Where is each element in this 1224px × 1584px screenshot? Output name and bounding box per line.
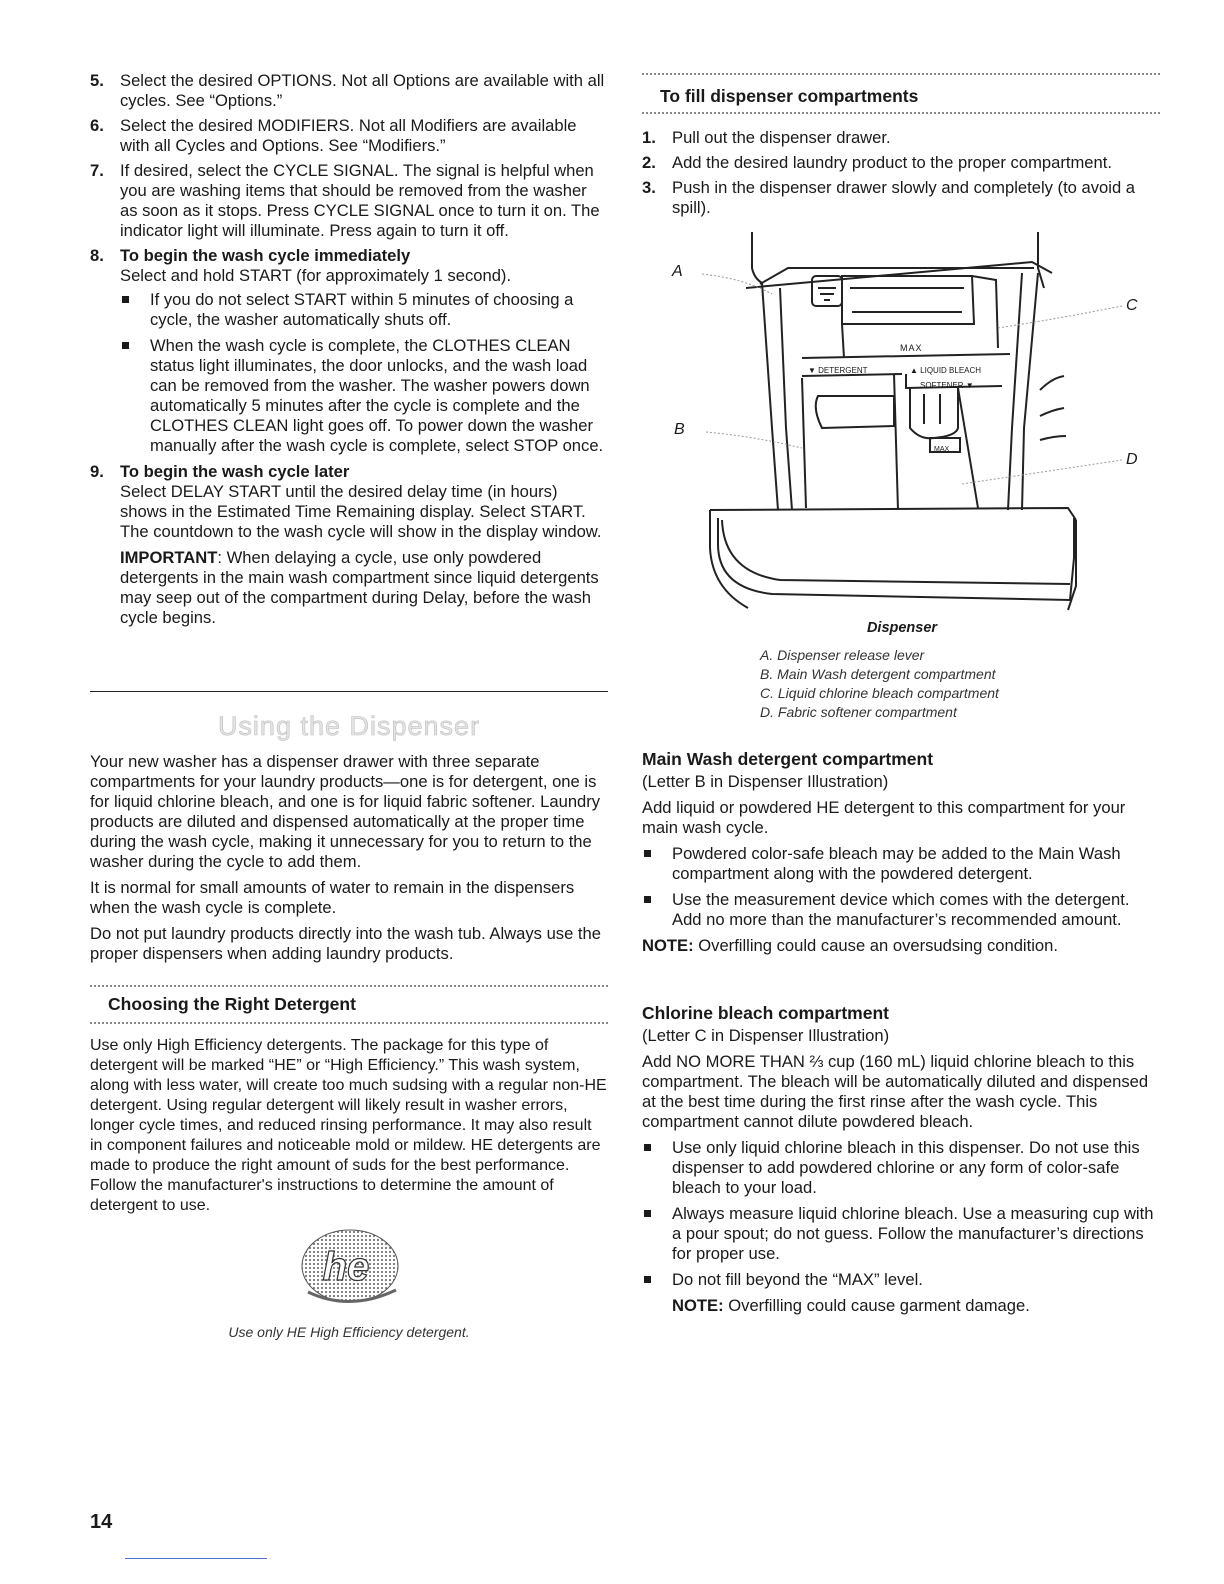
paragraph: It is normal for small amounts of water to remain in the dispensers when the wash cycle is complete. [90,878,575,917]
note-label: NOTE: [672,1296,724,1315]
step-number: 5. [90,71,104,90]
list-item: Use only liquid chlorine bleach in this dispenser. Do not use this dispenser to add powdered chlorine or any form of color-safe bleach to your load. [642,1138,1162,1198]
page-number: 14 [90,1511,113,1533]
step-number: 9. [90,462,104,481]
step-heading: To begin the wash cycle immediately [120,246,411,265]
step-number: 6. [90,116,104,135]
detergent-paragraph: Use only High Efficiency detergents. The package for this type of detergent will be marked “HE” or “High Efficiency.” This wash system, along with less water, will create too much sudsing with a regular non-HE detergent. Using regular detergent will likely result in washer errors, longer cycle times, and reduced rinsing performance. It may also result in component failures and noticeable mold or mildew. HE detergents are made to produce the right amount of suds for the best performance. Follow the manufacturer's instructions to determine the amount of detergent to use. [90,1037,607,1214]
list-item: When the wash cycle is complete, the CLOTHES CLEAN status light illuminates, the door unlocks, and the wash load can be removed from the washer. The washer powers down automatically 5 minutes after the cycle is complete and the CLOTHES CLEAN light goes off. To power down the washer manually after the wash cycle is complete, select STOP once. [120,336,608,456]
important-label: IMPORTANT [120,548,218,567]
step-8-bullets [120,290,608,456]
figure-letter-d: D [1126,451,1138,468]
chlorine-sub: (Letter C in Dispenser Illustration) [642,1026,890,1045]
he-logo-text: he [322,1245,370,1289]
dispenser-section [90,696,608,970]
legend-item: C. Liquid chlorine bleach compartment [760,685,999,701]
fill-step-3 [642,178,1162,218]
chlorine-bullets [642,1138,1162,1290]
important-text: : When delaying a cycle, use only powdered detergents in the main wash compartment since liquid detergents may seep out of the compartment during Delay, before the wash cycle begins. [120,548,599,627]
main-wash-sub: (Letter B in Dispenser Illustration) [642,772,889,791]
he-logo-icon [288,1226,408,1310]
note-text: Overfilling could cause garment damage. [723,1296,1030,1315]
step-text: Select and hold START (for approximately 1 second). [120,266,512,285]
detergent-heading: Choosing the Right Detergent [108,994,356,1014]
step-text: Pull out the dispenser drawer. [672,128,891,147]
step-text: Select DELAY START until the desired delay time (in hours) shows in the Estimated Time Remaining display. Select START. The countdown to the wash cycle will show in the display window. [120,482,602,541]
step-9 [90,462,608,628]
main-wash-section [642,748,1162,962]
note-text: Overfilling could cause an oversudsing condition. [693,936,1058,955]
steps-list [90,71,608,628]
dotted-rule [642,112,1160,114]
legend-item: D. Fabric softener compartment [760,704,957,720]
softener-label: SOFTENER ▼ [920,381,974,390]
figure-legend [760,646,1160,722]
footer-rule [125,1558,267,1559]
he-logo [288,1226,408,1310]
fill-step-1 [642,128,1162,148]
list-item: Do not fill beyond the “MAX” level. [642,1270,1162,1290]
max-label-small: MAX [934,446,950,453]
step-text: Select the desired MODIFIERS. Not all Modifiers are available with all Cycles and Options. See “Modifiers.” [120,116,577,155]
figure-letter-b: B [674,421,685,438]
dotted-rule [90,1022,608,1024]
note-label: NOTE: [642,936,694,955]
dispenser-illustration [662,228,1162,618]
step-number: 1. [642,128,656,147]
step-6 [90,116,608,156]
figure-title: Dispenser [866,620,938,636]
list-item: Powdered color-safe bleach may be added to the Main Wash compartment along with the powdered detergent. [642,844,1162,884]
step-text: If desired, select the CYCLE SIGNAL. The signal is helpful when you are washing items that should be removed from the washer as soon as it stops. Press CYCLE SIGNAL once to turn it on. The indicator light will illuminate. Press again to turn it off. [120,161,600,240]
paragraph: Do not put laundry products directly into the wash tub. Always use the proper dispensers when adding laundry products. [90,924,602,963]
max-label-top: MAX [900,343,923,353]
main-wash-bullets [642,844,1162,930]
step-7 [90,161,608,241]
step-text: Add the desired laundry product to the proper compartment. [672,153,1112,172]
dotted-rule [642,73,1160,75]
main-wash-para: Add liquid or powdered HE detergent to this compartment for your main wash cycle. [642,798,1126,837]
instructions-block [90,71,608,634]
legend-item: A. Dispenser release lever [760,647,925,663]
list-item: Use the measurement device which comes with the detergent. Add no more than the manufacturer’s recommended amount. [642,890,1162,930]
step-text: Select the desired OPTIONS. Not all Options are available with all cycles. See “Options.” [120,71,605,110]
dotted-rule [90,985,608,987]
step-number: 7. [90,161,104,180]
step-number: 2. [642,153,656,172]
fill-step-2 [642,153,1162,173]
chlorine-para: Add NO MORE THAN ⅔ cup (160 mL) liquid chlorine bleach to this compartment. The bleach will be automatically diluted and dispensed at the best time during the first rinse after the wash cycle. This compartment cannot dilute powdered bleach. [642,1052,1149,1131]
detergent-label: ▼ DETERGENT [808,366,868,375]
paragraph: Your new washer has a dispenser drawer with three separate compartments for your laundry products—one is for detergent, one is for liquid chlorine bleach, and one is for liquid fabric softener. Laundry products are diluted and dispensed automatically at the proper time during the wash cycle, making it unnecessary for you to return to the washer during the cycle to add them. [90,752,601,871]
he-caption: Use only HE High Efficiency detergent. [228,1324,470,1340]
chlorine-note [642,1296,1162,1316]
section-divider [90,691,608,692]
chlorine-section [642,1002,1162,1322]
list-item: Always measure liquid chlorine bleach. Use a measuring cup with a pour spout; do not guess. Follow the manufacturer’s directions for proper use. [642,1204,1162,1264]
chlorine-heading: Chlorine bleach compartment [642,1003,889,1023]
liquid-bleach-label: ▲ LIQUID BLEACH [910,366,982,375]
figure-letter-a: A [672,263,683,280]
fill-steps-list [642,128,1162,218]
main-wash-heading: Main Wash detergent compartment [642,749,934,769]
step-5 [90,71,608,111]
step-number: 3. [642,178,656,197]
step-heading: To begin the wash cycle later [120,462,350,481]
main-wash-note [642,936,1162,956]
step-8 [90,246,608,456]
section-title: Using the Dispenser [217,711,481,741]
step-number: 8. [90,246,104,265]
important-note [120,548,608,628]
step-text: Push in the dispenser drawer slowly and completely (to avoid a spill). [672,178,1136,217]
dispenser-drawing [662,228,1162,618]
list-item: If you do not select START within 5 minutes of choosing a cycle, the washer automatically shuts off. [120,290,608,330]
legend-item: B. Main Wash detergent compartment [760,666,996,682]
figure-letter-c: C [1126,297,1138,314]
fill-steps [642,128,1162,223]
fill-heading: To fill dispenser compartments [660,86,919,106]
